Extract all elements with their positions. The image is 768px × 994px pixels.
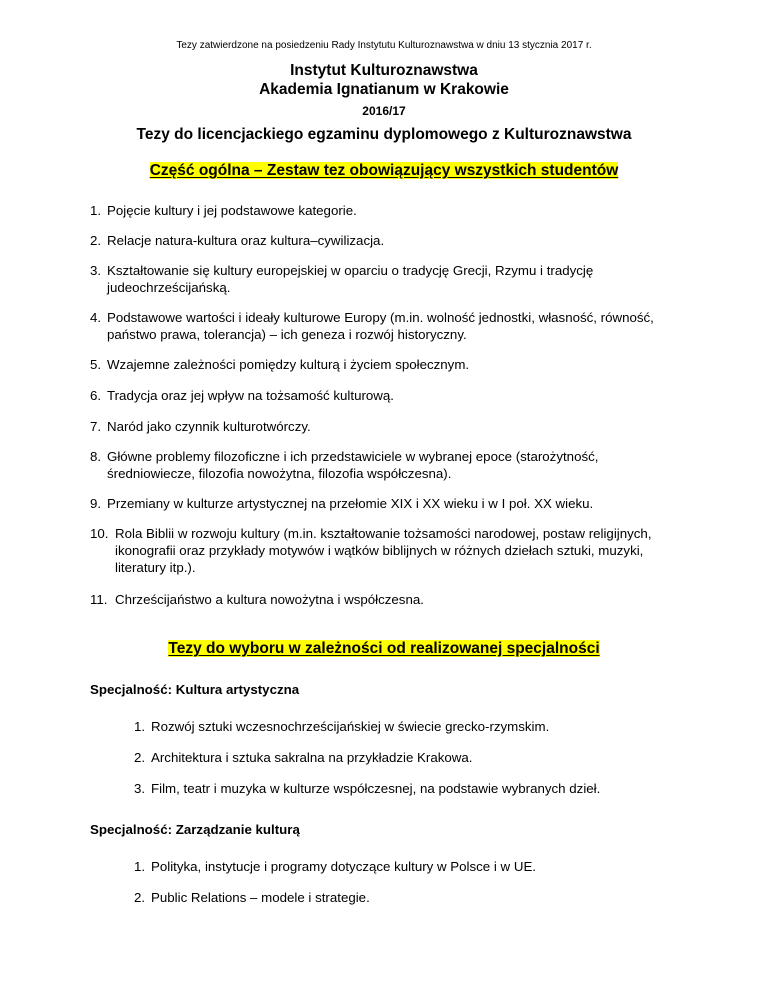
item-text: Naród jako czynnik kulturotwórczy. <box>107 419 311 434</box>
specialization-heading: Specjalność: Kultura artystyczna <box>90 682 300 697</box>
item-text: Rola Biblii w rozwoju kultury (m.in. kształtowanie tożsamości narodowej, postaw religijnych, ikonografii oraz przykłady motywów i wątków biblijnych w różnych dziełach sztuki, muzyki, literatury itp.). <box>115 526 652 575</box>
approval-note: Tezy zatwierdzone na posiedzeniu Rady Instytutu Kulturoznawstwa w dniu 13 stycznia 2017 r. <box>176 40 592 51</box>
item-number: 10. <box>90 526 109 541</box>
item-number: 7. <box>90 419 102 434</box>
item-text: Public Relations – modele i strategie. <box>151 890 370 905</box>
item-number: 2. <box>134 750 146 765</box>
item-number: 2. <box>134 890 146 905</box>
item-text: Wzajemne zależności pomiędzy kulturą i życiem społecznym. <box>107 357 470 372</box>
item-text: Chrześcijaństwo a kultura nowożytna i współczesna. <box>115 592 424 607</box>
general-item <box>90 356 670 373</box>
academic-year: 2016/17 <box>362 104 406 118</box>
specialization-heading: Specjalność: Zarządzanie kulturą <box>90 822 300 837</box>
specialization-item <box>134 749 654 766</box>
specialization-item <box>134 780 654 797</box>
item-number: 8. <box>90 449 102 464</box>
general-section-title-text: Część ogólna – Zestaw tez obowiązujący wszystkich studentów <box>149 162 619 179</box>
general-item <box>90 525 670 576</box>
specialization-item <box>134 858 654 875</box>
general-item <box>90 448 670 482</box>
item-number: 4. <box>90 310 102 325</box>
academy-name: Akademia Ignatianum w Krakowie <box>259 81 509 98</box>
item-number: 3. <box>90 263 102 278</box>
specialization-item <box>134 718 654 735</box>
general-item <box>90 418 670 435</box>
item-text: Przemiany w kulturze artystycznej na przełomie XIX i XX wieku i w I poł. XX wieku. <box>107 496 594 511</box>
specialization-item <box>134 889 654 906</box>
item-number: 11. <box>90 592 108 607</box>
item-number: 2. <box>90 233 102 248</box>
general-item <box>90 309 670 343</box>
item-text: Główne problemy filozoficzne i ich przedstawiciele w wybranej epoce (starożytność, średniowiecze, filozofia nowożytna, filozofia współczesna). <box>107 449 599 481</box>
item-number: 6. <box>90 388 102 403</box>
item-text: Kształtowanie się kultury europejskiej w oparciu o tradycję Grecji, Rzymu i tradycję judeochrześcijańską. <box>107 263 594 295</box>
item-text: Polityka, instytucje i programy dotyczące kultury w Polsce i w UE. <box>151 859 537 874</box>
general-item <box>90 232 670 249</box>
item-number: 3. <box>134 781 146 796</box>
general-item <box>90 202 670 219</box>
item-text: Architektura i sztuka sakralna na przykładzie Krakowa. <box>151 750 473 765</box>
general-item <box>90 387 670 404</box>
item-text: Pojęcie kultury i jej podstawowe kategorie. <box>107 203 357 218</box>
general-item <box>90 262 670 296</box>
item-number: 1. <box>90 203 102 218</box>
general-item <box>90 591 670 608</box>
institute-name: Instytut Kulturoznawstwa <box>290 62 478 79</box>
general-section-title <box>0 162 768 180</box>
item-text: Film, teatr i muzyka w kulturze współczesnej, na podstawie wybranych dzieł. <box>151 781 601 796</box>
choice-section-title-text: Tezy do wyboru w zależności od realizowanej specjalności <box>168 640 600 657</box>
item-text: Relacje natura-kultura oraz kultura–cywilizacja. <box>107 233 385 248</box>
general-item <box>90 495 670 512</box>
item-text: Tradycja oraz jej wpływ na tożsamość kulturową. <box>107 388 394 403</box>
choice-section-title <box>0 640 768 658</box>
item-text: Podstawowe wartości i ideały kulturowe Europy (m.in. wolność jednostki, własność, równość, państwo prawa, tolerancja) – ich geneza i rozwój historyczny. <box>107 310 654 342</box>
item-text: Rozwój sztuki wczesnochrześcijańskiej w świecie grecko-rzymskim. <box>151 719 550 734</box>
item-number: 1. <box>134 719 146 734</box>
item-number: 9. <box>90 496 102 511</box>
document-title: Tezy do licencjackiego egzaminu dyplomowego z Kulturoznawstwa <box>136 126 632 143</box>
item-number: 1. <box>134 859 146 874</box>
item-number: 5. <box>90 357 102 372</box>
